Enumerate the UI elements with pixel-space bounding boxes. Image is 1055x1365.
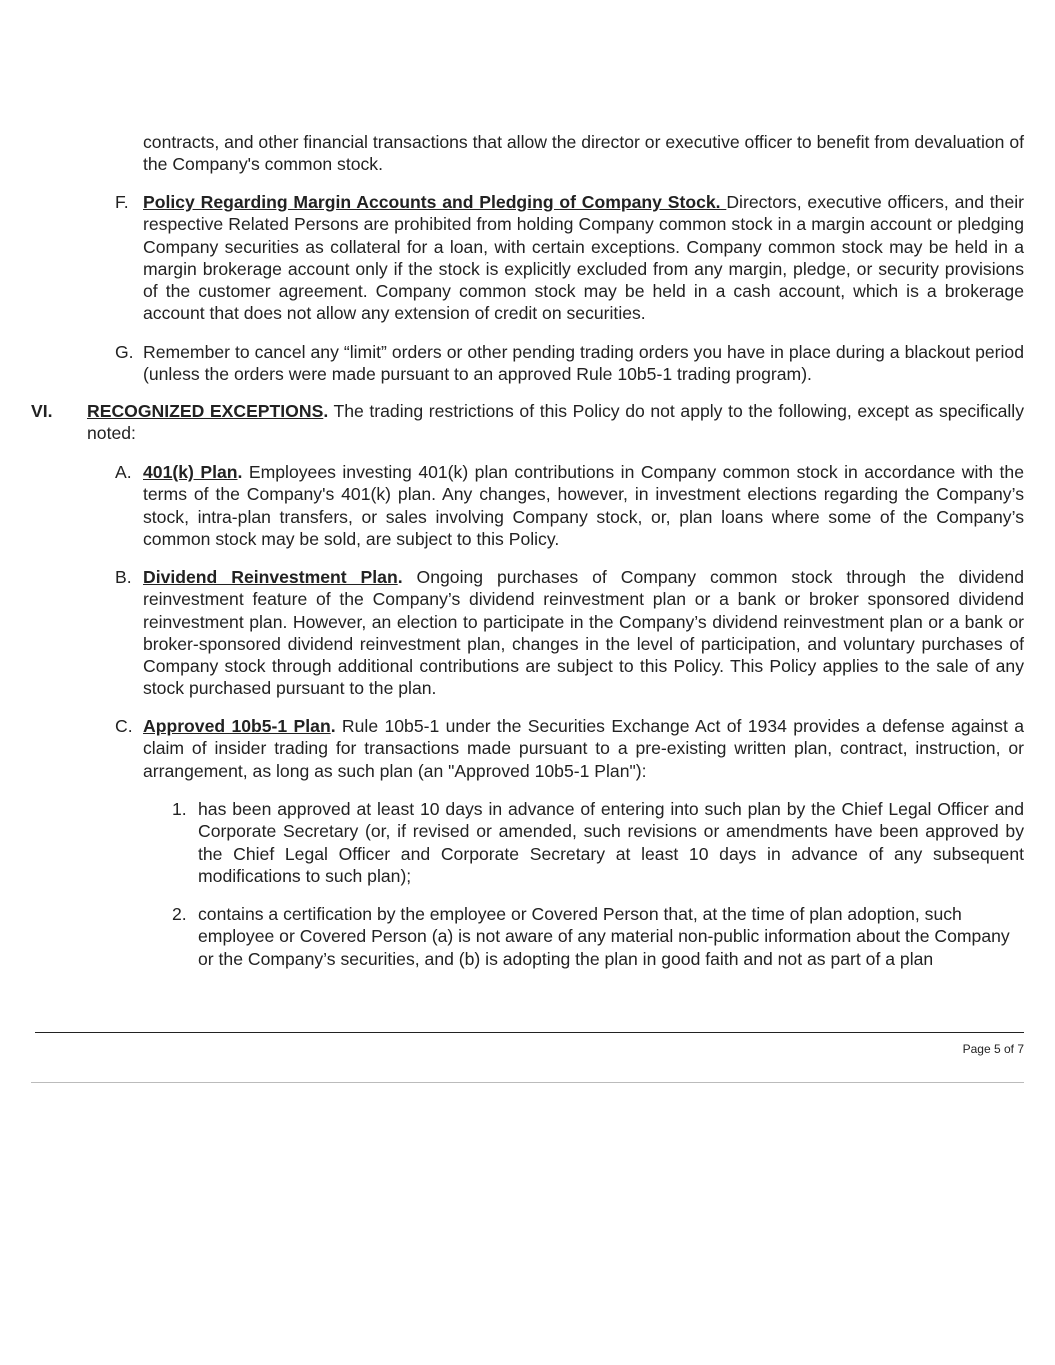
item-g-paragraph xyxy=(143,341,1024,386)
item-c-heading-period: . xyxy=(330,716,336,736)
sub-2-text: contains a certification by the employee or Covered Person that, at the time of plan adoption, such employee or Covered Person (a) is not aware of any material non-public information about the Company or the Company’s securities, and (b) is adopting the plan in good faith and not as part of a plan xyxy=(198,904,1010,969)
item-f-heading: Policy Regarding Margin Accounts and Pledging of Company Stock. xyxy=(143,192,721,212)
sub-2-paragraph xyxy=(198,903,1024,970)
item-g-marker: G. xyxy=(115,342,134,362)
item-f-text: Directors, executive officers, and their respective Related Persons are prohibited from holding Company common stock in a margin account or pledging Company securities as collateral for a loan, with certain exceptions. Company common stock may be held in a margin brokerage account only if the stock is explicitly excluded from any margin, pledge, or security provisions of the customer agreement. Company common stock may be held in a cash account, which is a brokerage account that does not allow any extension of credit on securities. xyxy=(143,192,1025,324)
footer-divider xyxy=(35,1032,1024,1033)
item-a-marker: A. xyxy=(115,462,132,482)
section-vi-heading: RECOGNIZED EXCEPTIONS xyxy=(87,401,324,421)
sub-2-marker: 2. xyxy=(172,904,187,924)
sub-1-text: has been approved at least 10 days in advance of entering into such plan by the Chief Legal Officer and Corporate Secretary (or, if revised or amended, such revisions or amendments have been approved by the Chief Legal Officer and Corporate Secretary at least 10 days in advance of any subsequent modifications to such plan); xyxy=(198,799,1024,886)
page-bottom-divider xyxy=(31,1082,1024,1083)
item-b-heading-period: . xyxy=(397,567,403,587)
section-vi-marker: VI. xyxy=(31,401,53,421)
sub-1-marker: 1. xyxy=(172,799,187,819)
item-c-marker: C. xyxy=(115,716,133,736)
sub-1-paragraph xyxy=(198,798,1024,887)
item-b-marker: B. xyxy=(115,567,132,587)
section-vi-text: The trading restrictions of this Policy do not apply to the following, except as specifically noted: xyxy=(87,401,1025,444)
page-number: Page 5 of 7 xyxy=(962,1042,1024,1056)
item-g-text: Remember to cancel any “limit” orders or other pending trading orders you have in place during a blackout period (unless the orders were made pursuant to an approved Rule 10b5-1 trading program). xyxy=(143,342,1024,385)
item-a-text: Employees investing 401(k) plan contributions in Company common stock in accordance with the terms of the Company's 401(k) plan. Any changes, however, in investment elections regarding the Company’s stock, intra-plan transfers, or sales involving Company stock, or, plan loans where some of the Company’s common stock may be sold, are subject to this Policy. xyxy=(143,462,1024,549)
item-b-text: Ongoing purchases of Company common stock through the dividend reinvestment feature of the Company’s dividend reinvestment plan or a bank or broker sponsored dividend reinvestment plan. However, an election to participate in the Company’s dividend reinvestment plan or a bank or broker-sponsored dividend reinvestment plan, changes in the level of participation, and voluntary purchases of Company stock through additional contributions are subject to this Policy. This Policy applies to the sale of any stock purchased pursuant to the plan. xyxy=(143,567,1024,699)
item-f-paragraph xyxy=(143,191,1024,325)
item-a-heading-period: . xyxy=(237,462,243,482)
continuation-paragraph xyxy=(143,131,1024,176)
item-c-heading: Approved 10b5-1 Plan xyxy=(143,716,331,736)
item-f-marker: F. xyxy=(115,192,129,212)
item-b-heading: Dividend Reinvestment Plan xyxy=(143,567,398,587)
continuation-text: contracts, and other financial transactions that allow the director or executive officer to benefit from devaluation of the Company's common stock. xyxy=(143,132,1024,175)
item-a-paragraph xyxy=(143,461,1024,550)
item-b-paragraph xyxy=(143,566,1024,700)
item-a-heading: 401(k) Plan xyxy=(143,462,238,482)
section-vi-paragraph xyxy=(87,400,1024,445)
item-c-text: Rule 10b5-1 under the Securities Exchange Act of 1934 provides a defense against a claim of insider trading for transactions made pursuant to a pre-existing written plan, contract, instruction, or arrangement, as long as such plan (an "Approved 10b5-1 Plan"): xyxy=(143,716,1024,781)
section-vi-heading-period: . xyxy=(323,401,329,421)
item-c-paragraph xyxy=(143,715,1024,782)
